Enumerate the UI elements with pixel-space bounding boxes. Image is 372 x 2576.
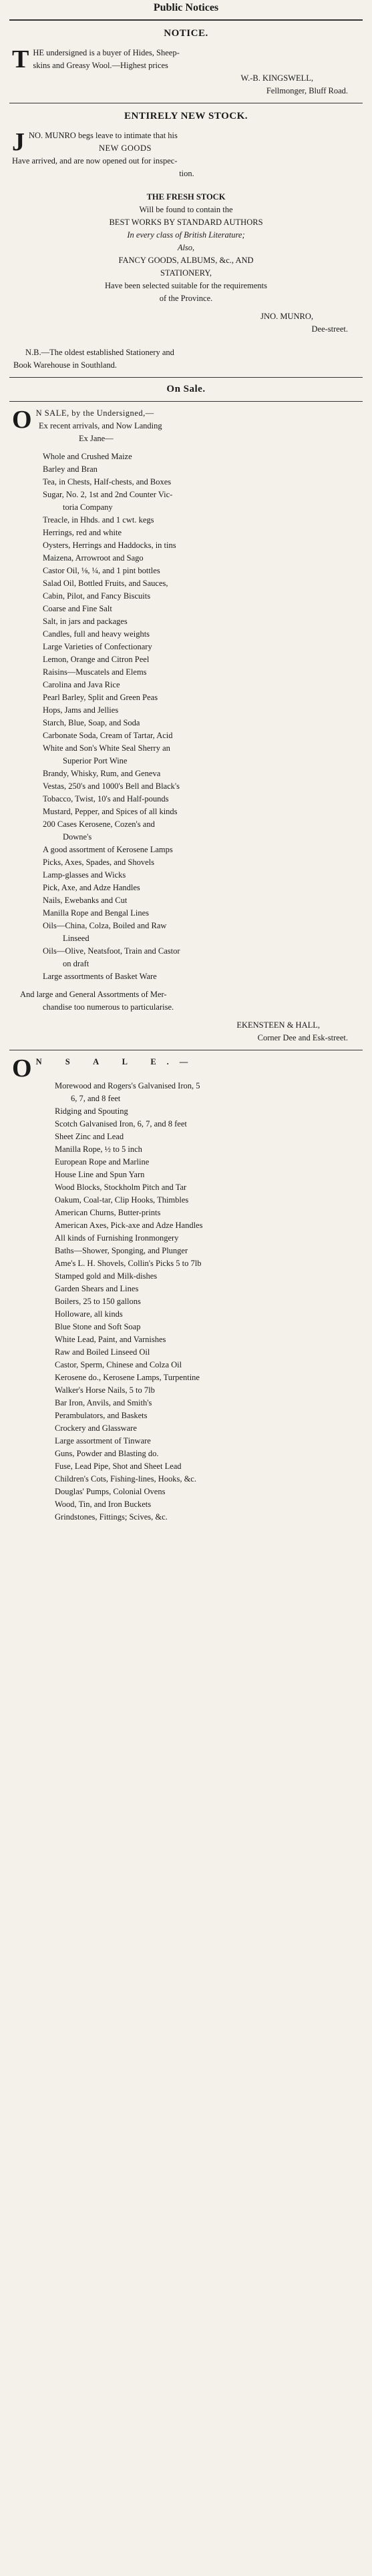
notice-text: chandise too numerous to particularise. <box>43 1002 174 1012</box>
notice-text: Will be found to contain the <box>139 205 233 214</box>
list-item: Whole and Crushed Maize <box>43 452 132 461</box>
goods-list <box>5 450 367 983</box>
list-item: 200 Cases Kerosene, Cozen's and <box>43 820 155 829</box>
list-item: Raw and Boiled Linseed Oil <box>55 1347 150 1357</box>
list-item: Douglas' Pumps, Colonial Ovens <box>55 1487 166 1496</box>
list-item: Starch, Blue, Soap, and Soda <box>43 718 140 727</box>
list-item: Raisins—Muscatels and Elems <box>43 667 147 677</box>
list-item: Carolina and Java Rice <box>43 680 120 689</box>
list-item: Candles, full and heavy weights <box>43 629 150 639</box>
list-item: European Rope and Marline <box>55 1157 150 1167</box>
notice-text: skins and Greasy Wool.—Highest prices <box>33 61 168 70</box>
list-item: 6, 7, and 8 feet <box>71 1094 121 1103</box>
signature: EKENSTEEN & HALL, <box>236 1020 320 1030</box>
list-item: Large assortments of Basket Ware <box>43 972 157 981</box>
notice-title: ENTIRELY NEW STOCK. <box>124 111 248 121</box>
newspaper-column <box>5 1 367 1524</box>
list-item: Oils—China, Colza, Boiled and Raw <box>43 921 167 930</box>
address: Dee-street. <box>311 324 348 334</box>
notice-text: Ex recent arrivals, and Now Landing <box>39 421 162 430</box>
list-item: Oysters, Herrings and Haddocks, in tins <box>43 541 176 550</box>
list-item: Hops, Jams and Jellies <box>43 705 119 715</box>
list-item: Ridging and Spouting <box>55 1106 128 1116</box>
list-item: Barley and Bran <box>43 464 98 474</box>
list-item: Oils—Olive, Neatsfoot, Train and Castor <box>43 946 180 956</box>
list-item: American Axes, Pick-axe and Adze Handles <box>55 1221 203 1230</box>
notice-text: Also, <box>177 243 195 252</box>
list-item: Castor, Sperm, Chinese and Colza Oil <box>55 1360 182 1369</box>
list-item: Bar Iron, Anvils, and Smith's <box>55 1398 152 1407</box>
list-item: Lemon, Orange and Citron Peel <box>43 655 150 664</box>
divider <box>9 401 363 402</box>
list-item: A good assortment of Kerosene Lamps <box>43 845 173 854</box>
list-item: Brandy, Whisky, Rum, and Geneva <box>43 769 161 778</box>
list-item: toria Company <box>63 503 113 512</box>
divider <box>9 19 363 21</box>
notice-text: of the Province. <box>159 294 213 303</box>
notice-text: Ex Jane— <box>79 434 114 443</box>
list-item: Baths—Shower, Sponging, and Plunger <box>55 1246 188 1255</box>
list-item: Maizena, Arrowroot and Sago <box>43 553 144 563</box>
list-item: White Lead, Paint, and Varnishes <box>55 1335 166 1344</box>
list-item: Perambulators, and Baskets <box>55 1411 148 1420</box>
list-item: Stamped gold and Milk-dishes <box>55 1271 158 1281</box>
list-item: White and Son's White Seal Sherry an <box>43 743 170 753</box>
list-item: Pick, Axe, and Adze Handles <box>43 883 140 892</box>
notice-text: Have arrived, and are now opened out for inspec- <box>12 156 178 166</box>
list-item: Boilers, 25 to 150 gallons <box>55 1297 141 1306</box>
list-item: Ame's L. H. Shovels, Collin's Picks 5 to 7lb <box>55 1259 202 1268</box>
address: Corner Dee and Esk-street. <box>257 1033 348 1042</box>
list-item: Wood Blocks, Stockholm Pitch and Tar <box>55 1183 187 1192</box>
list-item: Superior Port Wine <box>63 756 128 765</box>
notice-subtitle: THE FRESH STOCK <box>146 192 226 202</box>
goods-list <box>5 1080 367 1524</box>
list-item: Wood, Tin, and Iron Buckets <box>55 1500 152 1509</box>
list-item: Sugar, No. 2, 1st and 2nd Counter Vic- <box>43 490 173 499</box>
section-title: On Sale. <box>166 384 206 394</box>
list-item: Garden Shears and Lines <box>55 1284 139 1293</box>
list-item: on draft <box>63 959 89 968</box>
notice-text: NO. MUNRO begs leave to intimate that his <box>29 131 178 140</box>
drop-cap: O <box>12 406 32 434</box>
list-item: Cabin, Pilot, and Fancy Biscuits <box>43 591 151 601</box>
drop-cap: J <box>12 128 25 156</box>
notice-text: STATIONERY, <box>160 268 212 278</box>
notice-nb: N.B.—The oldest established Stationery and <box>25 348 174 357</box>
list-item: Children's Cots, Fishing-lines, Hooks, &c. <box>55 1474 196 1484</box>
address: Fellmonger, Bluff Road. <box>266 86 348 95</box>
list-item: Coarse and Fine Salt <box>43 604 112 613</box>
list-item: Mustard, Pepper, and Spices of all kinds <box>43 807 178 816</box>
notice-munro <box>5 110 367 372</box>
list-item: Pearl Barley, Split and Green Peas <box>43 693 158 702</box>
list-item: Nails, Ewebanks and Cut <box>43 896 128 905</box>
notice-title: NOTICE. <box>164 28 208 39</box>
notice-text: HE undersigned is a buyer of Hides, Sheep- <box>33 48 180 57</box>
list-item: Salt, in jars and packages <box>43 617 128 626</box>
notice-text: BEST WORKS BY STANDARD AUTHORS <box>109 218 263 227</box>
list-item: Herrings, red and white <box>43 528 122 537</box>
list-item: Large assortment of Tinware <box>55 1436 151 1445</box>
list-item: Large Varieties of Confectionary <box>43 642 152 651</box>
list-item: Manilla Rope and Bengal Lines <box>43 908 149 918</box>
notice-text: And large and General Assortments of Mer- <box>20 990 167 999</box>
notice-on-sale <box>5 1056 367 1524</box>
list-item: Salad Oil, Bottled Fruits, and Sauces, <box>43 579 168 588</box>
signature: JNO. MUNRO, <box>260 312 313 321</box>
notice-text: NEW GOODS <box>99 143 152 153</box>
list-item: House Line and Spun Yarn <box>55 1170 145 1179</box>
list-item: Walker's Horse Nails, 5 to 7lb <box>55 1385 155 1395</box>
list-item: Picks, Axes, Spades, and Shovels <box>43 858 155 867</box>
drop-cap: O <box>12 1054 32 1082</box>
list-item: Holloware, all kinds <box>55 1309 123 1319</box>
list-item: Guns, Powder and Blasting do. <box>55 1449 159 1458</box>
column-header: Public Notices <box>153 2 219 13</box>
list-item: Downe's <box>63 832 92 842</box>
list-item: Carbonate Soda, Cream of Tartar, Acid <box>43 731 173 740</box>
list-item: Oakum, Coal-tar, Clip Hooks, Thimbles <box>55 1195 189 1205</box>
notice-kingswell <box>5 27 367 97</box>
list-item: Tea, in Chests, Half-chests, and Boxes <box>43 477 172 487</box>
list-item: Blue Stone and Soft Soap <box>55 1322 141 1331</box>
notice-ekensteen-hall <box>5 407 367 1044</box>
list-item: Treacle, in Hhds. and 1 cwt. kegs <box>43 515 154 525</box>
list-item: Vestas, 250's and 1000's Bell and Black's <box>43 781 180 791</box>
notice-nb: Book Warehouse in Southland. <box>13 360 117 370</box>
list-item: Sheet Zinc and Lead <box>55 1132 124 1141</box>
list-item: American Churns, Butter-prints <box>55 1208 161 1217</box>
notice-text: Have been selected suitable for the requirements <box>105 281 267 290</box>
list-item: Linseed <box>63 934 89 943</box>
list-item: Kerosene do., Kerosene Lamps, Turpentine <box>55 1373 200 1382</box>
list-item: Lamp-glasses and Wicks <box>43 870 126 880</box>
notice-text: tion. <box>179 169 194 178</box>
list-item: Tobacco, Twist, 10's and Half-pounds <box>43 794 169 803</box>
notice-text: FANCY GOODS, ALBUMS, &c., AND <box>118 256 254 265</box>
notice-text: N SALE, by the Undersigned,— <box>35 408 154 418</box>
list-item: Fuse, Lead Pipe, Shot and Sheet Lead <box>55 1462 182 1471</box>
signature: W.-B. KINGSWELL, <box>240 73 313 83</box>
list-item: Scotch Galvanised Iron, 6, 7, and 8 feet <box>55 1119 187 1129</box>
list-item: Morewood and Rogers's Galvanised Iron, 5 <box>55 1081 200 1090</box>
list-item: Grindstones, Fittings; Scives, &c. <box>55 1512 168 1522</box>
divider <box>9 377 363 378</box>
list-item: Castor Oil, ⅛, ¼, and 1 pint bottles <box>43 566 160 575</box>
drop-cap: T <box>12 45 29 73</box>
notice-text: In every class of British Literature; <box>127 230 245 240</box>
list-item: Crockery and Glassware <box>55 1423 137 1433</box>
list-item: Manilla Rope, ½ to 5 inch <box>55 1145 142 1154</box>
notice-text: N S A L E.— <box>35 1057 199 1066</box>
list-item: All kinds of Furnishing Ironmongery <box>55 1233 179 1243</box>
